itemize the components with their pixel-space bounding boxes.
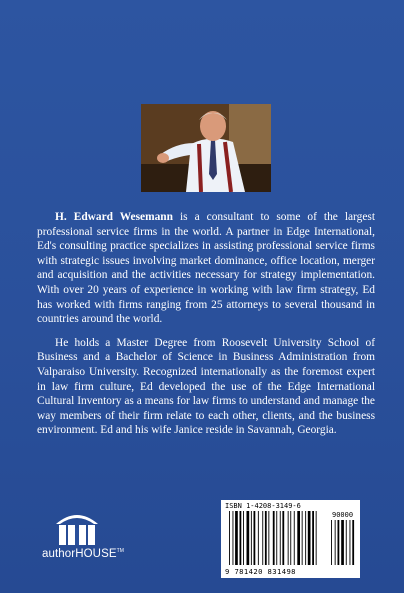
- publisher-name-suffix: HOUSE: [75, 548, 117, 560]
- trademark-mark: TM: [116, 548, 125, 555]
- author-name: H. Edward Wesemann: [55, 211, 173, 223]
- barcode-number: 9 781420 831498: [225, 567, 296, 576]
- publisher-name-prefix: author: [42, 548, 76, 560]
- publisher-name: [42, 548, 124, 560]
- price-code: 90000: [332, 511, 354, 519]
- author-bio: [37, 210, 375, 447]
- isbn-barcode: [221, 500, 360, 578]
- isbn-label: ISBN 1-4208-3149-6: [225, 502, 301, 510]
- bio-paragraph-2: He holds a Master Degree from Roosevelt University School of Business and a Bachelor of Science in Business Administration from Valparaiso University. Recognized internationally as the foremost expert in law firm culture, Ed developed the use of the Edge International Cultural Inventory as a means for law firms to understand and manage the way members of their firm relate to each other, clients, and the business environment. Ed and his wife Janice reside in Savannah, Georgia.: [37, 336, 375, 437]
- bio-paragraph-1-text: is a consultant to some of the largest professional service firms in the world. A partner in Edge International, Ed's consulting practice specializes in assisting professional service firms with strategic issues involving market dominance, office location, merger and acquisition and the activities necessary for strategy implementation. With over 20 years of experience in working with law firm strategy, Ed has worked with firms ranging from 25 attorneys to several thousand in countries around the world.: [37, 211, 375, 326]
- bio-paragraph-1: [37, 210, 375, 327]
- author-photo: [141, 104, 271, 192]
